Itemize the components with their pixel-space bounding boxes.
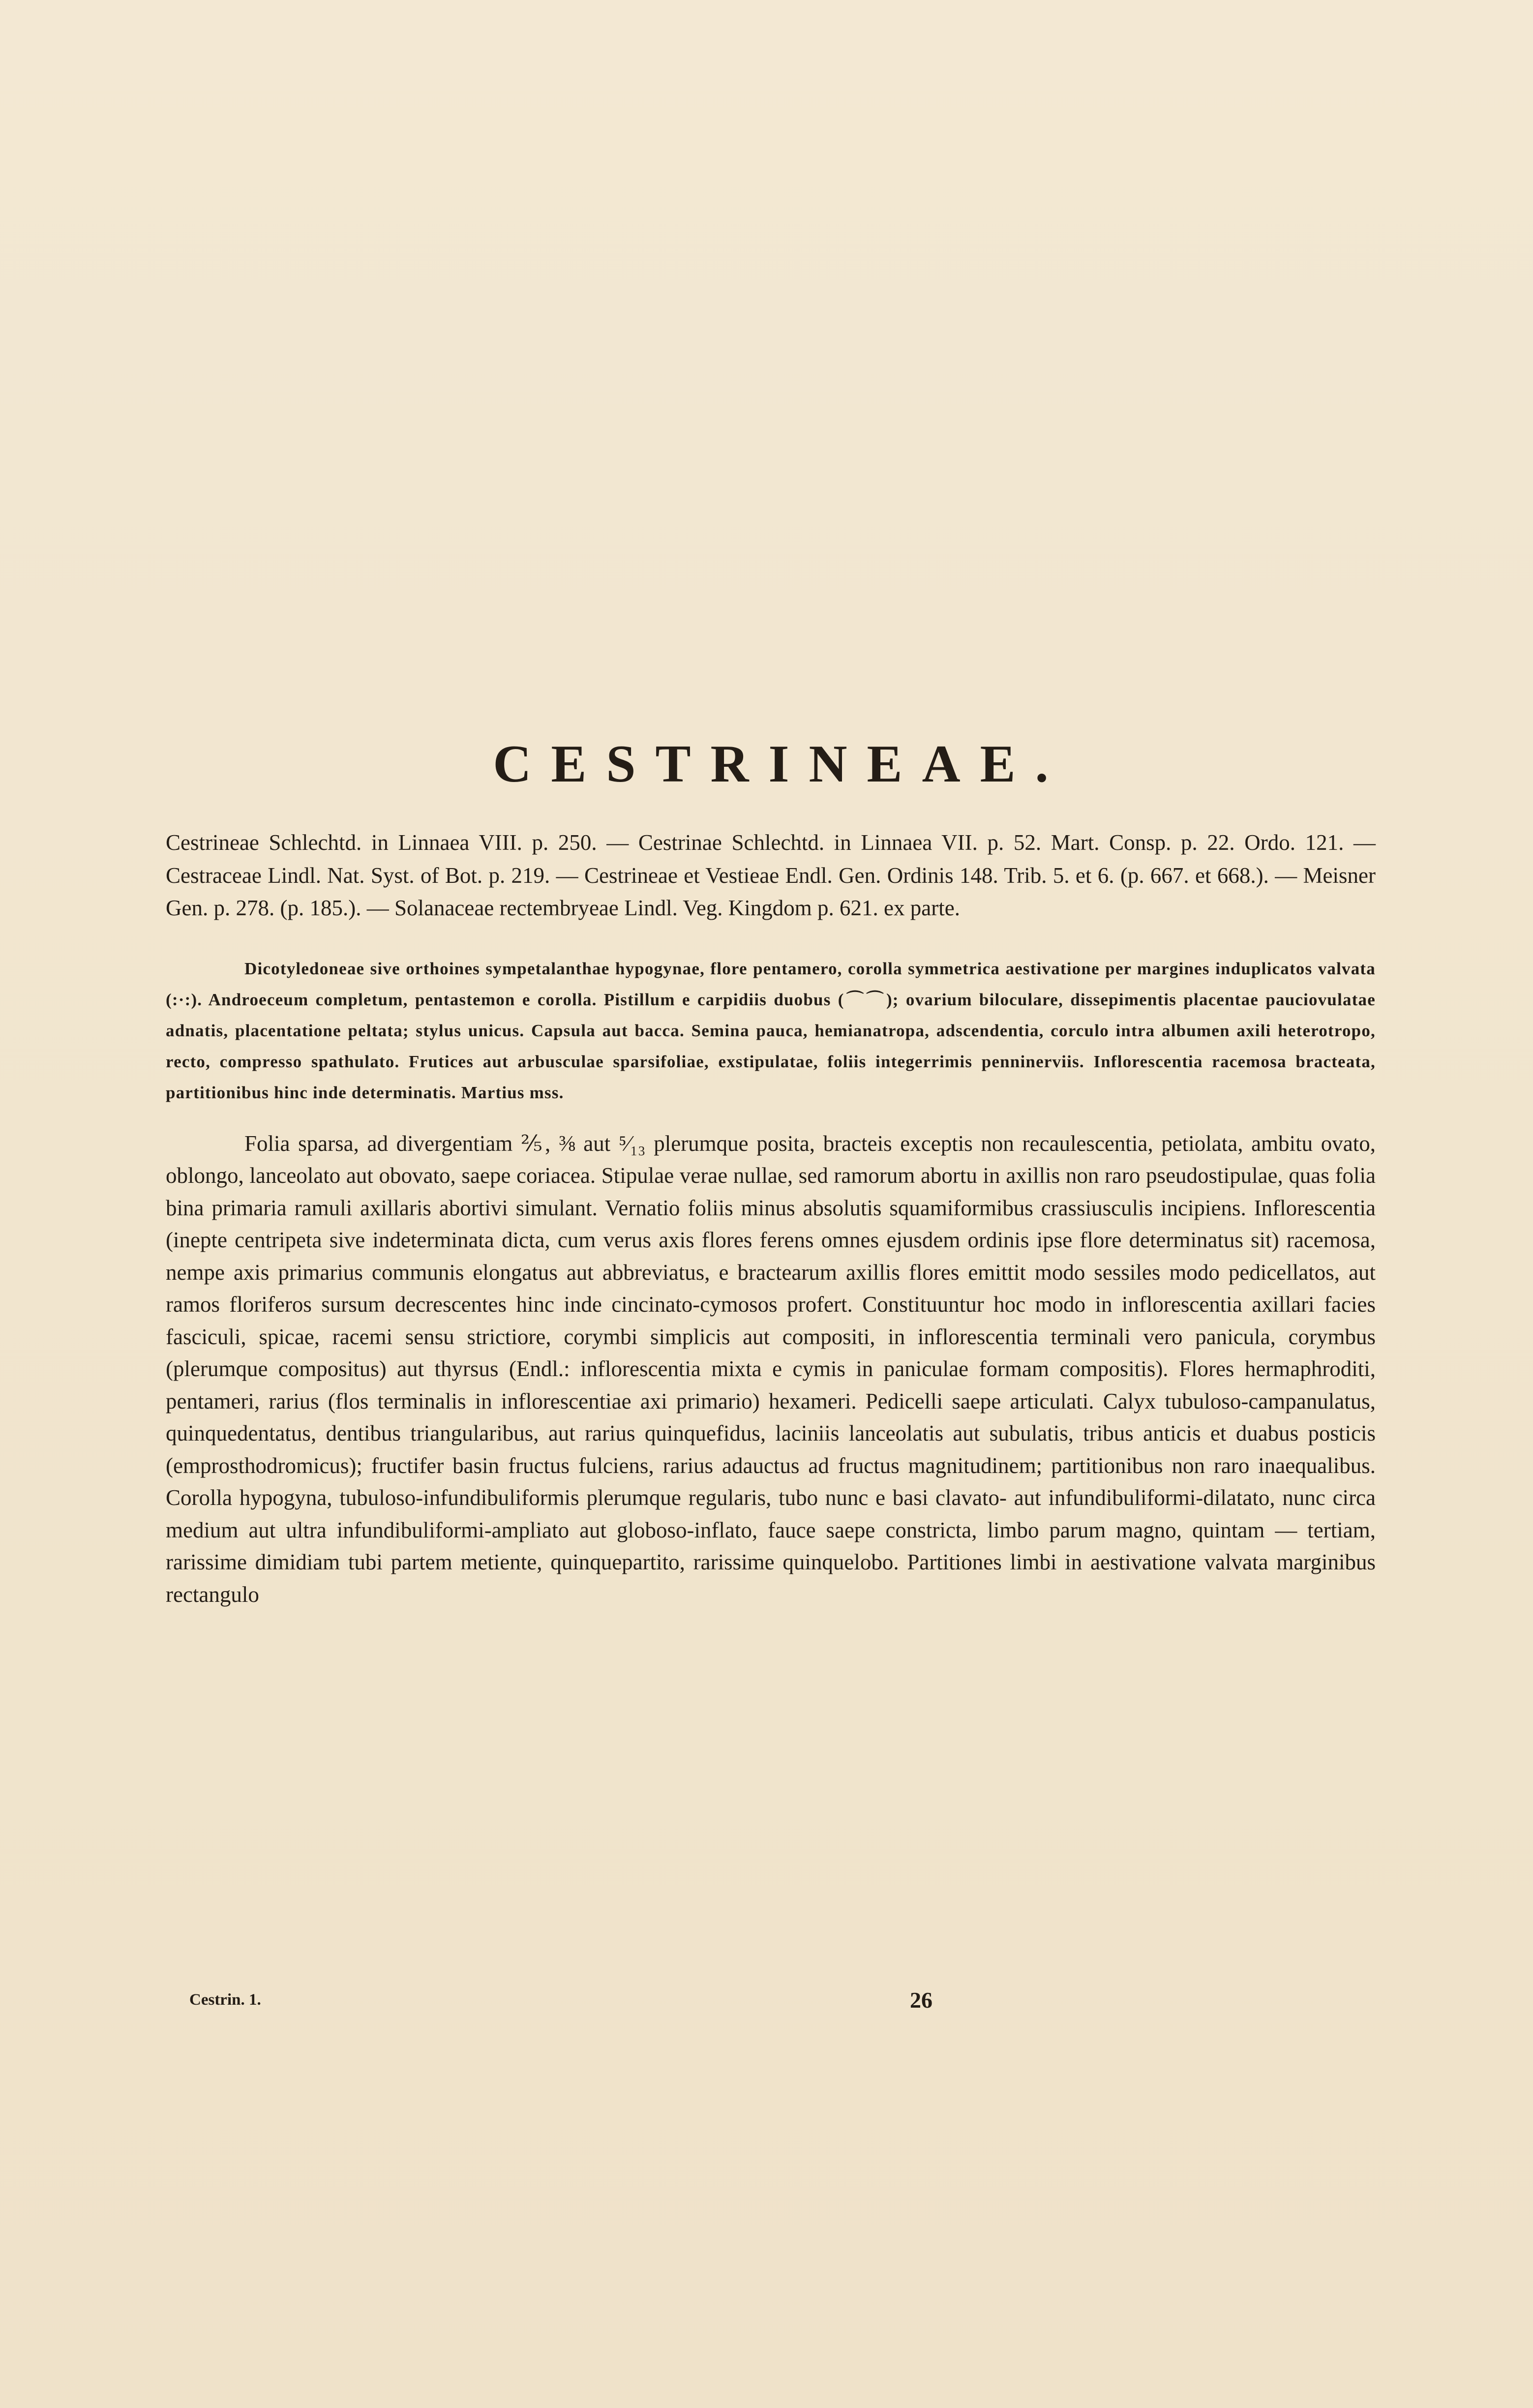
- description-paragraph: Folia sparsa, ad divergentiam ⅖, ⅜ aut ⁵⁄₁₃ plerumque posita, bracteis exceptis non recaulescentia, petiolata, ambitu ovato, oblongo, lanceolato aut obovato, saepe coriacea. Stipulae verae nullae, sed ramorum abortu in axillis non raro pseudostipulae, quas folia bina primaria ramuli axillaris abortivi simulant. Vernatio foliis minus absolutis squamiformibus crassiusculis incipiens. Inflorescentia (inepte centripeta sive indeterminata dicta, cum verus axis flores ferens omnes ejusdem ordinis ipse flore determinatus sit) racemosa, nempe axis primarius communis elongatus aut abbreviatus, e bractearum axillis flores emittit modo sessiles modo pedicellatos, aut ramos floriferos sursum decrescentes hinc inde cincinato-cymosos profert. Constituuntur hoc modo in inflorescentia axillari facies fasciculi, spicae, racemi sensu strictiore, corymbi simplicis aut compositi, in inflorescentia terminali vero panicula, corymbus (plerumque compositus) aut thyrsus (Endl.: inflorescentia mixta e cymis in paniculae formam compositis). Flores hermaphroditi, pentameri, rarius (flos terminalis in inflorescentiae axi primario) hexameri. Pedicelli saepe articulati. Calyx tubuloso-campanulatus, quinquedentatus, dentibus triangularibus, aut rarius quinquefidus, laciniis lanceolatis aut subulatis, tribus anticis et duabus posticis (emprosthodromicus); fructifer basin fructus fulciens, rarius adauctus ad fructus magnitudinem; partitionibus non raro inaequalibus. Corolla hypogyna, tubuloso-infundibuliformis plerumque regularis, tubo nunc e basi clavato- aut infundibuliformi-dilatato, nunc circa medium aut ultra infundibuliformi-ampliato aut globoso-inflato, fauce saepe constricta, limbo parum magno, quintam — tertiam, rarissime dimidiam tubi partem metiente, quinquepartito, rarissime quinquelobo. Partitiones limbi in aestivatione valvata marginibus rectangulo: [166, 1131, 1376, 1607]
- page-title: CESTRINEAE.: [493, 735, 1068, 793]
- synonymy-paragraph: Cestrineae Schlechtd. in Linnaea VIII. p. 250. — Cestrinae Schlechtd. in Linnaea VII. p. 52. Mart. Consp. p. 22. Ordo. 121. — Cestraceae Lindl. Nat. Syst. of Bot. p. 219. — Cestrineae et Vestieae Endl. Gen. Ordinis 148. Trib. 5. et 6. (p. 667. et 668.). — Meisner Gen. p. 278. (p. 185.). — Solanaceae rectembryeae Lindl. Veg. Kingdom p. 621. ex parte.: [166, 830, 1376, 920]
- text-block: [166, 735, 1376, 1611]
- page-footer: [189, 1987, 1380, 2017]
- page-number: 26: [910, 1987, 932, 2013]
- diagnosis-paragraph: Dicotyledoneae sive orthoines sympetalanthae hypogynae, flore pentamero, corolla symmetrica aestivatione per margines induplicatos valvata (:·:). Androeceum completum, pentastemon e corolla. Pistillum e carpidiis duobus (⌒⌒); ovarium biloculare, dissepimentis placentae pauciovulatae adnatis, placentatione peltata; stylus unicus. Capsula aut bacca. Semina pauca, hemianatropa, adscendentia, corculo intra albumen axili heterotropo, recto, compresso spathulato. Frutices aut arbusculae sparsifoliae, exstipulatae, foliis integerrimis penninerviis. Inflorescentia racemosa bracteata, partitionibus hinc inde determinatis. Martius mss.: [166, 959, 1376, 1102]
- signature-mark: Cestrin. 1.: [189, 1991, 261, 2009]
